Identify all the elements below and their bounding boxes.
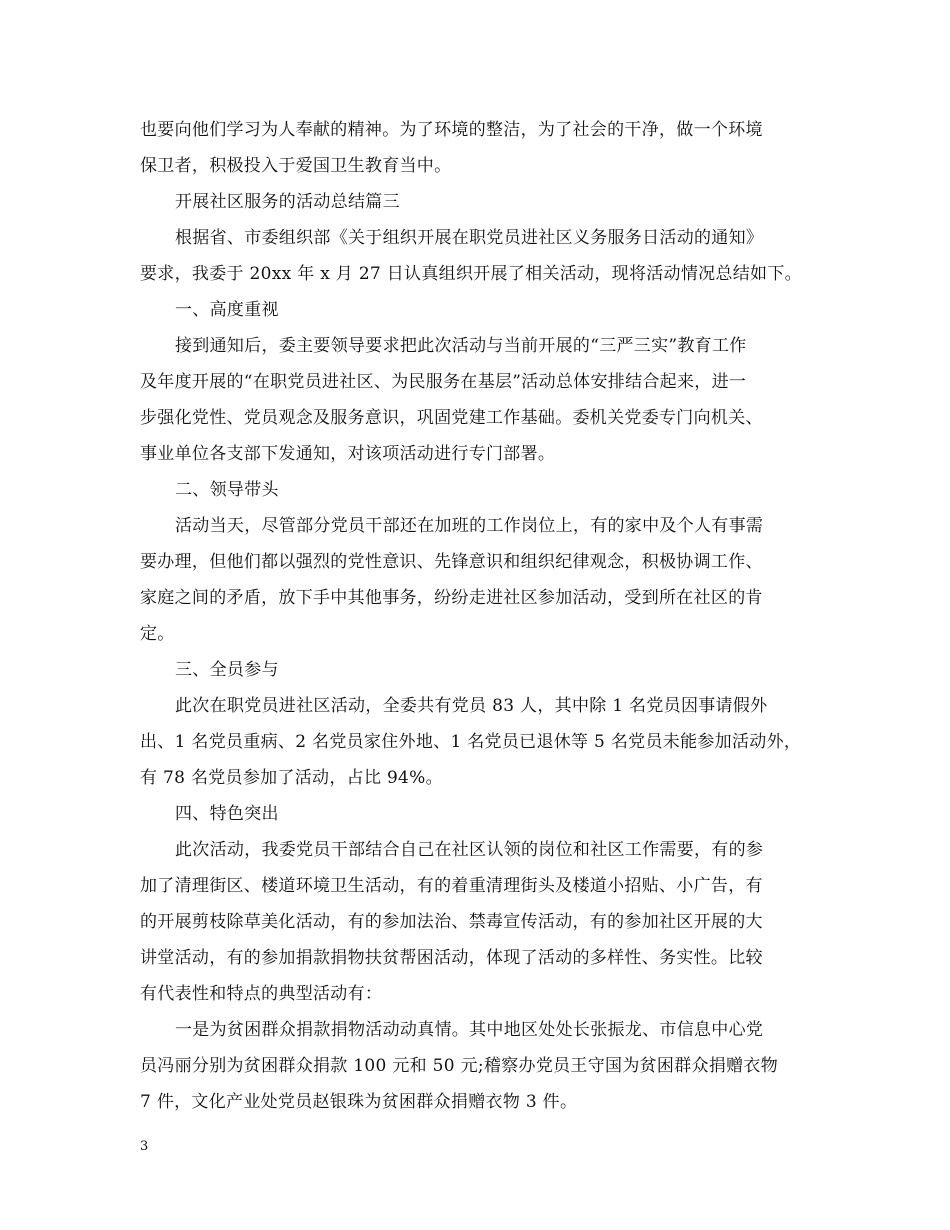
text-line: 出、1 名党员重病、2 名党员家住外地、1 名党员已退休等 5 名党员未能参加活动外， [140,732,802,752]
text-line: 根据省、市委组织部《关于组织开展在职党员进社区义务服务日活动的通知》 [175,228,764,248]
text-line: 定。 [140,624,175,644]
text-line: 此次活动，我委党员干部结合自己在社区认领的岗位和社区工作需要，有的参 [175,840,764,860]
text-line: 有代表性和特点的典型活动有： [140,984,383,1004]
page-number: 3 [140,1139,149,1154]
section-heading: 一、高度重视 [175,300,279,320]
text-line: 及年度开展的“在职党员进社区、为民服务在基层”活动总体安排结合起来，进一 [140,372,747,392]
text-line: 步强化党性、党员观念及服务意识，巩固党建工作基础。委机关党委专门向机关、 [140,408,763,428]
text-line: 加了清理街区、楼道环境卫生活动，有的着重清理街头及楼道小招贴、小广告，有 [140,876,763,896]
section-heading: 四、特色突出 [175,804,279,824]
text-line: 保卫者，积极投入于爱国卫生教育当中。 [140,156,452,176]
text-line: 接到通知后，委主要领导要求把此次活动与当前开展的“三严三实”教育工作 [175,336,747,356]
section-title: 开展社区服务的活动总结篇三 [175,192,400,212]
section-heading: 三、全员参与 [175,660,279,680]
text-line: 此次在职党员进社区活动，全委共有党员 83 人，其中除 1 名党员因事请假外 [175,696,768,716]
text-line: 7 件，文化产业处党员赵银珠为贫困群众捐赠衣物 3 件。 [140,1092,578,1112]
text-line: 要求，我委于 20xx 年 x 月 27 日认真组织开展了相关活动，现将活动情况总结如下。 [140,264,802,284]
text-line: 的开展剪枝除草美化活动，有的参加法治、禁毒宣传活动，有的参加社区开展的大 [140,912,763,932]
text-line: 员冯丽分别为贫困群众捐款 100 元和 50 元;稽察办党员王守国为贫困群众捐赠衣物 [140,1056,779,1076]
text-line: 活动当天，尽管部分党员干部还在加班的工作岗位上，有的家中及个人有事需 [175,516,764,536]
text-line: 家庭之间的矛盾，放下手中其他事务，纷纷走进社区参加活动，受到所在社区的肯 [140,588,763,608]
text-line: 有 78 名党员参加了活动，占比 94%。 [140,768,443,788]
text-line: 事业单位各支部下发通知，对该项活动进行专门部署。 [140,444,556,464]
text-line: 一是为贫困群众捐款捐物活动动真情。其中地区处处长张振龙、市信息中心党 [175,1020,764,1040]
text-line: 也要向他们学习为人奉献的精神。为了环境的整洁，为了社会的干净，做一个环境 [140,120,763,140]
text-line: 讲堂活动，有的参加捐款捐物扶贫帮困活动，体现了活动的多样性、务实性。比较 [140,948,763,968]
text-line: 要办理，但他们都以强烈的党性意识、先锋意识和组织纪律观念，积极协调工作、 [140,552,763,572]
section-heading: 二、领导带头 [175,480,279,500]
